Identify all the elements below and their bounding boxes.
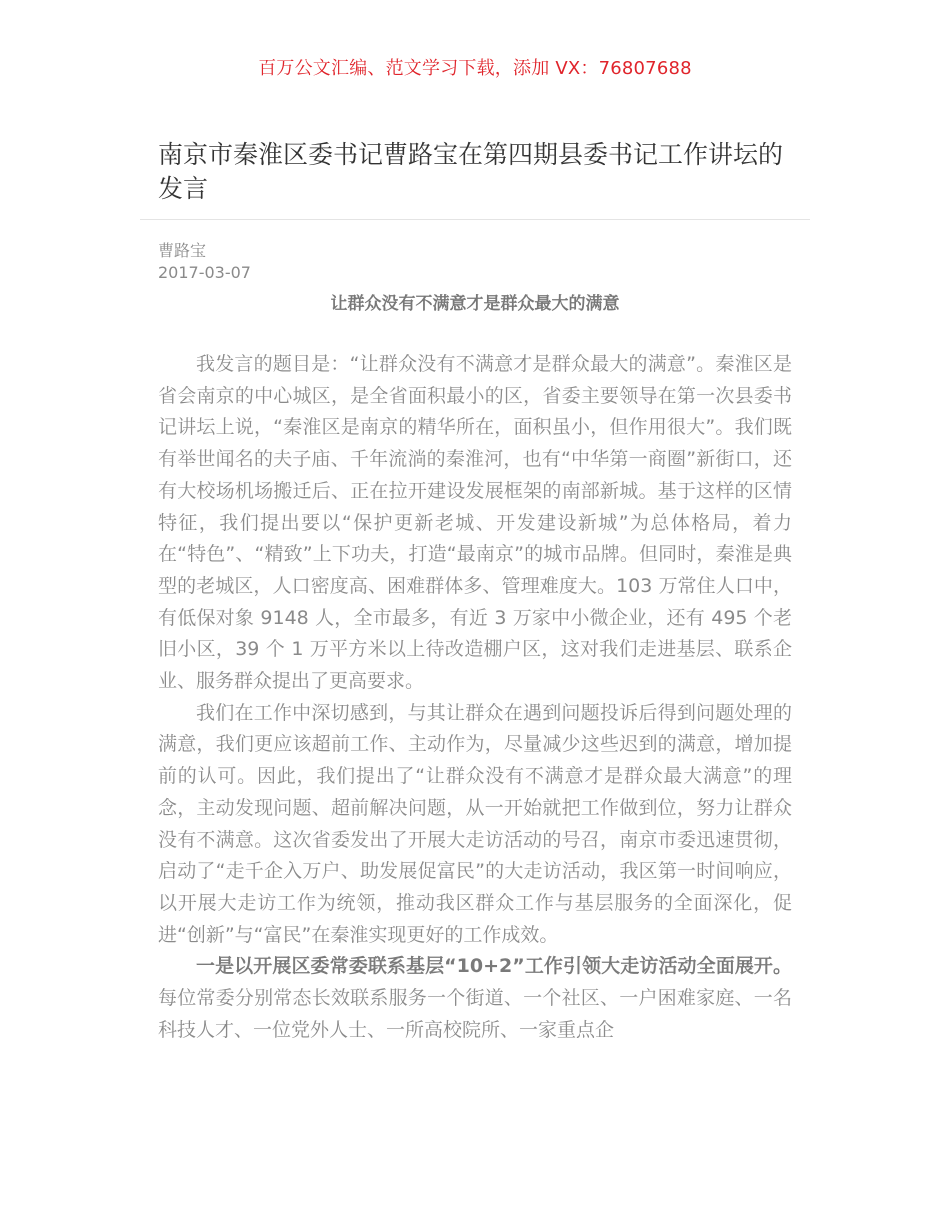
body-paragraph: [158, 698, 792, 952]
promo-banner: 百万公文汇编、范文学习下载，添加 VX：76807688: [258, 58, 692, 79]
body-paragraph: [158, 349, 792, 698]
article-meta: [158, 240, 251, 284]
article-subtitle: 让群众没有不满意才是群众最大的满意: [330, 294, 620, 314]
article-body: [158, 349, 792, 1046]
article-title: 南京市秦淮区委书记曹路宝在第四期县委书记工作讲坛的发言: [158, 140, 784, 203]
article-date: 2017-03-07: [158, 263, 251, 282]
body-paragraph: [158, 951, 792, 1046]
paragraph-text: 每位常委分别常态长效联系服务一个街道、一个社区、一户困难家庭、一名科技人才、一位党外人士、一所高校院所、一家重点企: [158, 987, 792, 1041]
article-author: 曹路宝: [158, 241, 207, 260]
title-divider: [140, 219, 810, 220]
paragraph-text: 我们在工作中深切感到，与其让群众在遇到问题投诉后得到问题处理的满意，我们更应该超前工作、主动作为，尽量减少这些迟到的满意，增加提前的认可。因此，我们提出了“让群众没有不满意才是群众最大满意”的理念，主动发现问题、超前解决问题，从一开始就把工作做到位，努力让群众没有不满意。这次省委发出了开展大走访活动的号召，南京市委迅速贯彻，启动了“走千企入万户、助发展促富民”的大走访活动，我区第一时间响应，以开展大走访工作为统领，推动我区群众工作与基层服务的全面深化，促进“创新”与“富民”在秦淮实现更好的工作成效。: [158, 701, 792, 946]
paragraph-text: 我发言的题目是：“让群众没有不满意才是群众最大的满意”。秦淮区是省会南京的中心城区，是全省面积最小的区，省委主要领导在第一次县委书记讲坛上说，“秦淮区是南京的精华所在，面积虽小，但作用很大”。我们既有举世闻名的夫子庙、千年流淌的秦淮河，也有“中华第一商圈”新街口，还有大校场机场搬迁后、正在拉开建设发展框架的南部新城。基于这样的区情特征，我们提出要以“保护更新老城、开发建设新城”为总体格局，着力在“特色”、“精致”上下功夫，打造“最南京”的城市品牌。但同时，秦淮是典型的老城区，人口密度高、困难群体多、管理难度大。103 万常住人口中，有低保对象 9148 人，全市最多，有近 3 万家中小微企业，还有 495 个老旧小区，39 个 1 万平方米以上待改造棚户区，这对我们走进基层、联系企业、服务群众提出了更高要求。: [158, 353, 792, 693]
paragraph-lead: 一是以开展区委常委联系基层“10+2”工作引领大走访活动全面展开。: [196, 955, 792, 978]
